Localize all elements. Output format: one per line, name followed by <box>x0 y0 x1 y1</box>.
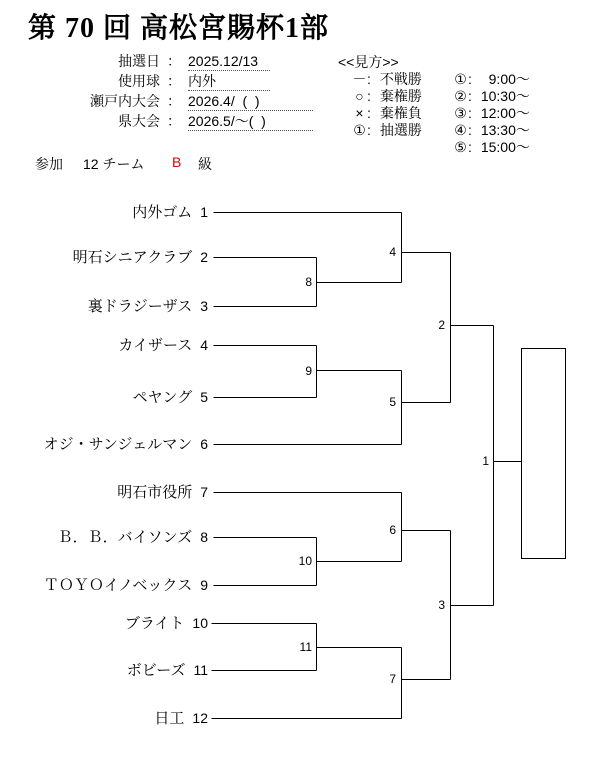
team-seed: 3 <box>200 298 208 314</box>
legend-colon: : <box>367 88 371 104</box>
team-name: 裏ドラジーザス <box>87 298 193 315</box>
team-seed: 5 <box>200 389 208 405</box>
champion-box <box>522 349 566 559</box>
field-label: 瀬戸内大会 <box>90 93 160 109</box>
team-seed: 12 <box>192 710 208 726</box>
team-label-7 <box>117 484 208 501</box>
team-name: 明石市役所 <box>117 484 193 501</box>
circled-one-symbol: ① <box>353 122 366 138</box>
team-name: 明石シニアクラブ <box>72 249 193 266</box>
circled-1-icon: ① <box>454 71 467 87</box>
team-name: ＴＯＹＯイノベックス <box>43 577 193 594</box>
page-title: 第 70 回 高松宮賜杯1部 <box>28 13 330 44</box>
cross-symbol: × <box>355 105 364 121</box>
team-name: オジ・サンジェルマン <box>43 436 193 453</box>
legend-colon: : <box>468 71 472 87</box>
field-label: 使用球 <box>118 73 160 89</box>
match-6-connector <box>402 493 451 562</box>
team-seed: 6 <box>200 436 208 452</box>
field-value: 2026.5/～( ) <box>188 112 313 131</box>
team-seed: 10 <box>192 615 208 631</box>
legend-colon: : <box>367 105 371 121</box>
field-value: 2026.4/ ( ) <box>188 92 313 111</box>
field-label: 県大会 <box>118 113 160 129</box>
legend-colon: : <box>468 139 472 155</box>
field-colon: ： <box>167 73 181 89</box>
team-seed: 4 <box>200 337 208 353</box>
match-1-connector <box>494 326 522 606</box>
team-label-12 <box>154 710 208 727</box>
match-2-connector <box>451 253 494 403</box>
team-seed: 9 <box>200 577 208 593</box>
match-7-connector <box>402 648 451 719</box>
circled-2-icon: ② <box>454 88 467 104</box>
match-number-4: 4 <box>389 245 396 259</box>
team-name: Ｂ．Ｂ．バイソンズ <box>57 529 193 546</box>
field-value: 内外 <box>188 72 270 91</box>
match-number-3: 3 <box>438 598 445 612</box>
team-label-2 <box>73 249 208 266</box>
circled-5-icon: ⑤ <box>454 139 467 155</box>
match-number-11: 11 <box>299 640 312 654</box>
legend-colon: : <box>468 88 472 104</box>
circled-3-icon: ③ <box>454 105 467 121</box>
match-8-connector <box>317 258 402 307</box>
class-badge: B <box>172 154 182 170</box>
match-10-connector <box>317 538 402 586</box>
match-number-6: 6 <box>389 523 396 537</box>
field-value: 2025.12/13 <box>188 52 270 71</box>
match-11-connector <box>317 624 402 671</box>
team-name: カイザース <box>118 337 193 354</box>
team-name: ブライト <box>124 615 185 632</box>
match-4-connector <box>402 213 451 283</box>
time-value: 9:00～ <box>488 71 530 87</box>
field-colon: ： <box>167 93 181 109</box>
class-suffix: 級 <box>198 156 212 172</box>
legend-colon: : <box>468 105 472 121</box>
legend-colon: : <box>367 122 371 138</box>
team-label-6 <box>44 436 208 453</box>
time-value: 15:00～ <box>480 139 530 155</box>
circled-4-icon: ④ <box>454 122 467 138</box>
participation-label: 参加 <box>35 156 63 172</box>
team-name: 日工 <box>154 710 185 727</box>
team-name: ペヤング <box>132 389 193 406</box>
team-label-5 <box>133 389 208 406</box>
team-label-1 <box>132 204 208 221</box>
match-number-10: 10 <box>298 554 312 568</box>
team-label-3 <box>88 298 208 315</box>
match-9-connector <box>317 346 402 398</box>
team-seed: 7 <box>200 484 208 500</box>
match-number-5: 5 <box>389 395 396 409</box>
field-colon: ： <box>167 53 181 69</box>
legend-meaning: 棄権勝 <box>379 88 422 104</box>
match-number-2: 2 <box>438 318 445 332</box>
legend-meaning: 棄権負 <box>379 105 422 121</box>
field-colon: ： <box>167 113 181 129</box>
circle-symbol: ○ <box>355 88 364 104</box>
legend-meaning: 抽選勝 <box>379 122 422 138</box>
legend-colon: : <box>367 71 371 87</box>
match-number-7: 7 <box>389 672 396 686</box>
legend-title: <<見方>> <box>338 54 399 70</box>
dash-symbol: － <box>352 71 367 87</box>
time-value: 10:30～ <box>480 88 530 104</box>
match-number-9: 9 <box>305 364 312 378</box>
team-label-8 <box>58 529 208 546</box>
team-seed: 2 <box>200 249 208 265</box>
team-name: ボビーズ <box>126 662 186 679</box>
time-value: 12:00～ <box>480 105 530 121</box>
team-label-4 <box>118 337 208 354</box>
match-number-8: 8 <box>305 275 312 289</box>
team-label-11 <box>127 662 208 679</box>
time-value: 13:30～ <box>480 122 530 138</box>
team-seed: 8 <box>200 529 208 545</box>
legend-colon: : <box>468 122 472 138</box>
team-label-9 <box>44 577 208 594</box>
match-number-1: 1 <box>482 454 489 468</box>
legend-meaning: 不戦勝 <box>379 71 422 87</box>
field-label: 抽選日 <box>118 53 160 69</box>
match-5-connector <box>402 371 451 445</box>
team-count: 12 チーム <box>83 156 145 172</box>
team-seed: 11 <box>193 662 208 678</box>
team-name: 内外ゴム <box>132 204 193 221</box>
match-3-connector <box>451 531 494 680</box>
team-seed: 1 <box>200 204 208 220</box>
team-label-10 <box>125 615 208 632</box>
